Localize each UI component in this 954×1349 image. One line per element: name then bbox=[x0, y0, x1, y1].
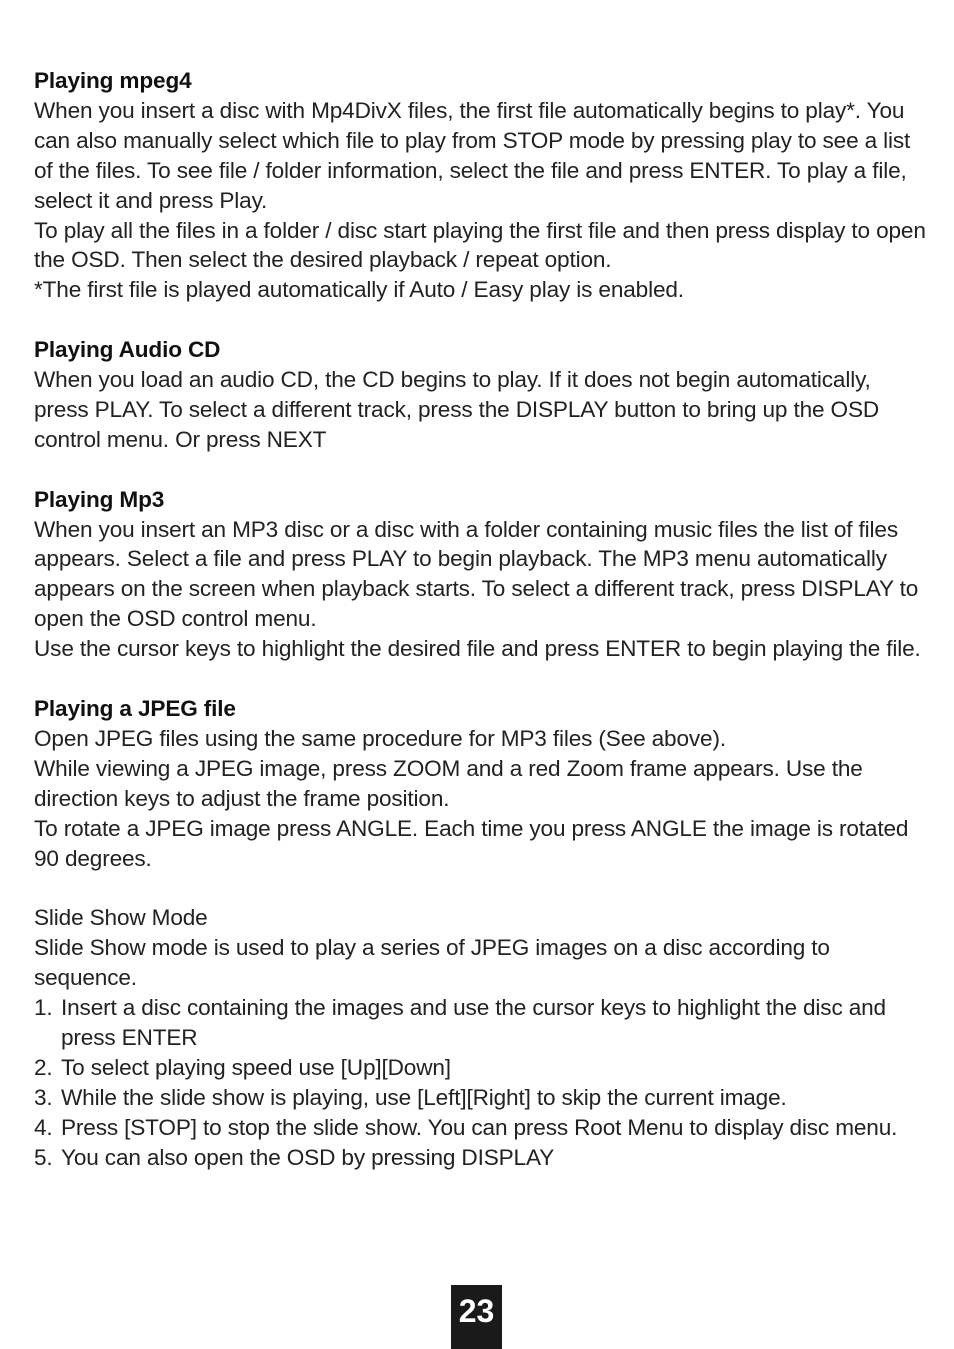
page-number-badge: 23 bbox=[451, 1285, 502, 1349]
list-item bbox=[34, 993, 926, 1053]
paragraph: While viewing a JPEG image, press ZOOM and a red Zoom frame appears. Use the direction keys to adjust the frame position. bbox=[34, 755, 863, 811]
step-text: To select playing speed use [Up][Down] bbox=[61, 1054, 451, 1080]
step-text: Insert a disc containing the images and use the cursor keys to highlight the disc and press ENTER bbox=[61, 995, 886, 1050]
section-heading: Playing mpeg4 bbox=[34, 68, 192, 93]
paragraph: When you load an audio CD, the CD begins to play. If it does not begin automatically, press PLAY. To select a different track, press the DISPLAY button to bring up the OSD control menu. Or press NEXT bbox=[34, 367, 880, 452]
section-heading: Playing Audio CD bbox=[34, 337, 221, 363]
section-slide-show-mode bbox=[34, 903, 926, 1172]
step-text: While the slide show is playing, use [Left][Right] to skip the current image. bbox=[61, 1084, 787, 1110]
list-item bbox=[34, 1053, 926, 1083]
list-item bbox=[34, 1143, 926, 1173]
slideshow-steps-list bbox=[34, 993, 926, 1172]
step-text: You can also open the OSD by pressing DISPLAY bbox=[61, 1144, 555, 1170]
paragraph: Use the cursor keys to highlight the desired file and press ENTER to begin playing the file. bbox=[34, 636, 921, 662]
section-playing-mpeg4 bbox=[34, 66, 926, 305]
step-number: 2. bbox=[34, 1054, 53, 1080]
paragraph: When you insert a disc with Mp4DivX files, the first file automatically begins to play*. You can also manually select which file to play from STOP mode by pressing play to see a list of the files. To see file / folder information, select the file and press ENTER. To play a file, select it and press Play. bbox=[34, 97, 911, 213]
step-number: 1. bbox=[34, 995, 53, 1021]
section-playing-mp3 bbox=[34, 485, 926, 664]
step-number: 4. bbox=[34, 1114, 53, 1140]
paragraph: To rotate a JPEG image press ANGLE. Each time you press ANGLE the image is rotated 90 degrees. bbox=[34, 815, 909, 871]
paragraph: To play all the files in a folder / disc start playing the first file and then press display to open the OSD. Then select the desired playback / repeat option. bbox=[34, 217, 926, 273]
paragraph: Open JPEG files using the same procedure for MP3 files (See above). bbox=[34, 725, 726, 751]
step-number: 5. bbox=[34, 1144, 53, 1170]
footnote: *The first file is played automatically if Auto / Easy play is enabled. bbox=[34, 277, 684, 303]
section-heading: Playing Mp3 bbox=[34, 486, 165, 512]
step-text: Press [STOP] to stop the slide show. You can press Root Menu to display disc menu. bbox=[61, 1114, 898, 1140]
step-number: 3. bbox=[34, 1084, 53, 1110]
list-item bbox=[34, 1083, 926, 1113]
list-item bbox=[34, 1113, 926, 1143]
paragraph: Slide Show mode is used to play a series of JPEG images on a disc according to sequence. bbox=[34, 935, 830, 991]
paragraph: When you insert an MP3 disc or a disc with a folder containing music files the list of files appears. Select a file and press PLAY to begin playback. The MP3 menu automatically appears on the screen when playback starts. To select a different track, press DISPLAY to open the OSD control menu. bbox=[34, 516, 919, 632]
section-playing-jpeg bbox=[34, 694, 926, 873]
subsection-title: Slide Show Mode bbox=[34, 905, 208, 931]
section-heading: Playing a JPEG file bbox=[34, 695, 236, 721]
manual-page-content bbox=[34, 66, 926, 1172]
section-playing-audio-cd bbox=[34, 335, 926, 455]
